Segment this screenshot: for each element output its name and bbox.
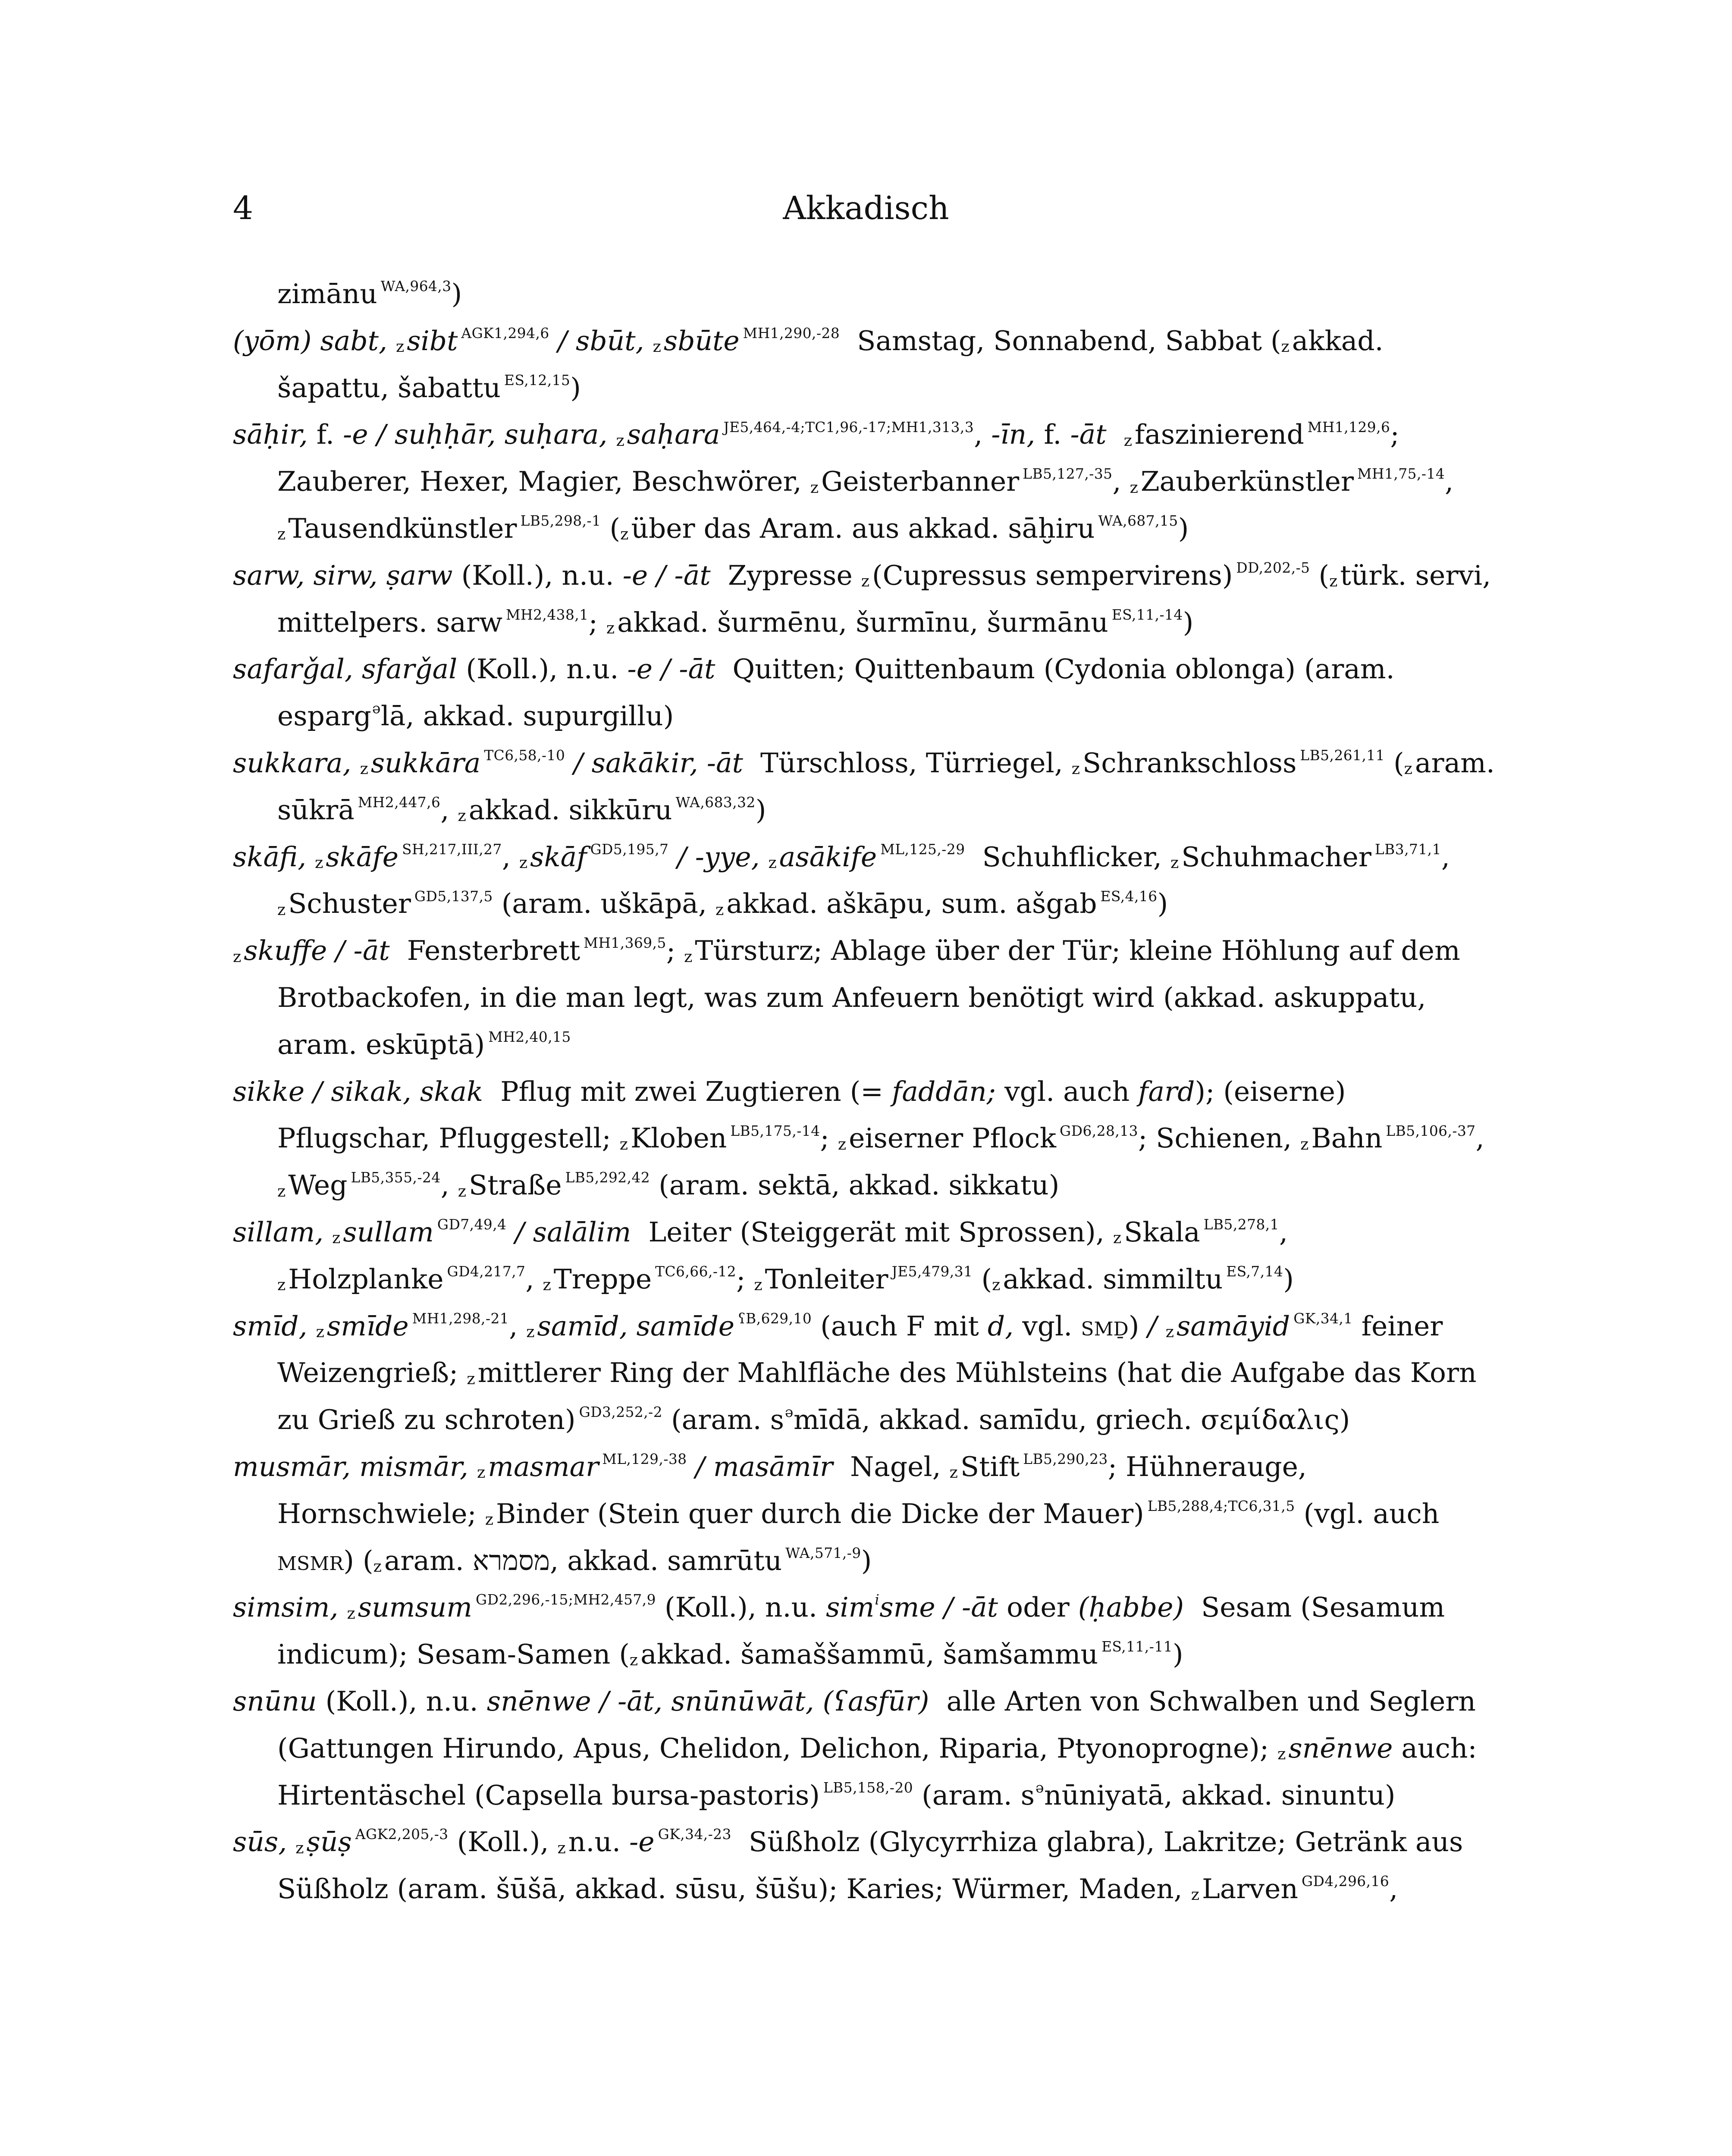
dictionary-entry: sāḥir, f. -e / suḥḥār, suḥara, $_z$saḥara $^{JE5,464,-4;TC1,96,-17;MH1,313,3}$, -īn, f. -āt $_z$faszinierend $^{MH1,129,6}$; Zauberer, Hexer, Magier, Beschwörer, $_z$Geisterbanner $^{LB5,127,-35}$, $_z$Zauberkünstler $^{MH1,75,-14}$, $_z$Tausendkünstler $^{LB5,298,-1}$ ($_züber$ das Aram. aus akkad. sāḫiru $^{WA,687,15}$) bbox=[233, 419, 1454, 544]
page-header bbox=[233, 190, 1499, 237]
dictionary-entry: sarw, sirw, ṣarw (Koll.), n.u. -e / -āt Zypresse $_z$(Cupressus sempervirens) $^{DD,202,-5}$ ($_ztürk$. servi, mittelpers. sarw $^{MH2,438,1}$; $_z$akkad. šurmēnu, šurmīnu, šurmānu $^{ES,11,-14}$) bbox=[233, 559, 1491, 638]
dictionary-entry: skāfi, $_z$skāfe $^{SH,217,III,27}$, $_z$skāf $^{GD5,195,7}$ / -yye, $_z$asākife $^{ML,125,-29}$ Schuhflicker, $_z$Schuhmacher $^{LB3,71,1}$, $_z$Schuster $^{GD5,137,5}$ (aram. uškāpā, $_z$akkad. aškāpu, sum. ašgab $^{ES,4,16}$) bbox=[233, 841, 1450, 920]
dictionary-entry: sukkara, $_z$sukkāra $^{TC6,58,-10}$ / sakākir, -āt Türschloss, Türriegel, $_z$Schrankschloss $^{LB5,261,11}$ ($_zaram$. sūkrā $^{MH2,447,6}$, $_z$akkad. sikkūru $^{WA,683,32}$) bbox=[233, 747, 1495, 826]
dictionary-entry: musmār, mismār, $_z$masmar $^{ML,129,-38}$ / masāmīr Nagel, $_z$Stift $^{LB5,290,23}$; Hühnerauge, Hornschwiele; $_z$Binder (Stein quer durch die Dicke der Mauer) $^{LB5,288,4;TC6,31,5}$ (vgl. auch msmr) ($_zaram$. מסמרא, akkad. samrūtu $^{WA,571,-9}$) bbox=[233, 1451, 1440, 1576]
dictionary-entry: (yōm) sabt, $_z$sibt $^{AGK1,294,6}$ / sbūt, $_z$sbūte $^{MH1,290,-28}$ Samstag, Sonnabend, Sabbat ($_zakkad$. šapattu, šabattu $^{ES,12,15}$) bbox=[233, 325, 1384, 404]
dictionary-entry: sillam, $_z$sullam $^{GD7,49,4}$ / salālim Leiter (Steiggerät mit Sprossen), $_z$Skala $^{LB5,278,1}$, $_z$Holzplanke $^{GD4,217,7}$, $_z$Treppe $^{TC6,66,-12}$; $_z$Tonleiter $^{JE5,479,31}$ ($_zakkad$. simmiltu $^{ES,7,14}$) bbox=[233, 1216, 1294, 1295]
dictionary-entry: $_z$skuffe / -āt Fensterbrett $^{MH1,369,5}$; $_z$Türsturz; Ablage über der Tür; kleine Höhlung auf dem Brotbackofen, in die man legt, was zum Anfeuern benötigt wird (akkad. askuppatu, aram. eskūptā) $^{MH2,40,15}$ bbox=[233, 935, 1460, 1060]
dictionary-entries bbox=[233, 271, 1499, 1913]
dictionary-entry: safarǧal, sfarǧal (Koll.), n.u. -e / -āt Quitten; Quittenbaum (Cydonia oblonga) (aram. esparg$^ə$lā, akkad. supurgillu) bbox=[233, 653, 1395, 732]
dictionary-entry: sūs, $_z$ṣūṣ $^{AGK2,205,-3}$ (Koll.), $_z$n.u. -e $^{GK,34,-23}$ Süßholz (Glycyrrhiza glabra), Lakritze; Getränk aus Süßholz (aram. šūšā, akkad. sūsu, šūšu); Karies; Würmer, Maden, $_z$Larven $^{GD4,296,16}$, bbox=[233, 1826, 1463, 1905]
page-number: 4 bbox=[233, 190, 254, 227]
entry-continuation: zimānu $^{WA,964,3}$) bbox=[277, 278, 462, 310]
dictionary-entry: snūnu (Koll.), n.u. snēnwe / -āt, snūnūwāt, (ʕasfūr) alle Arten von Schwalben und Seglern (Gattungen Hirundo, Apus, Chelidon, Delichon, Riparia, Ptyonoprogne); $_z$snēnwe auch: Hirtentäschel (Capsella bursa-pastoris) $^{LB5,158,-20}$ (aram. $s^ənūniyatā$, akkad. sinuntu) bbox=[233, 1685, 1477, 1811]
dictionary-entry: smīd, $_z$smīde $^{MH1,298,-21}$, $_z$samīd, samīde $^{ʕB,629,10}$ (auch F mit d, vgl. smḏ) / $_z$samāyid $^{GK,34,1}$ feiner Weizengrieß; $_z$mittlerer Ring der Mahlfläche des Mühlsteins (hat die Aufgabe das Korn zu Grieß zu schroten) $^{GD3,252,-2}$ (aram. $s^əmīdā$, akkad. samīdu, griech. σεμίδαλις) bbox=[233, 1310, 1477, 1436]
dictionary-entry: sikke / sikak, skak Pflug mit zwei Zugtieren (= faddān; vgl. auch fard); (eiserne) Pflugschar, Pfluggestell; $_z$Kloben $^{LB5,175,-14}$; $_z$eiserner Pflock $^{GD6,28,13}$; Schienen, $_z$Bahn $^{LB5,106,-37}$, $_z$Weg $^{LB5,355,-24}$, $_z$Straße $^{LB5,292,42}$ (aram. sektā, akkad. sikkatu) bbox=[233, 1075, 1484, 1201]
running-title: Akkadisch bbox=[783, 190, 949, 227]
dictionary-entry: simsim, $_z$sumsum $^{GD2,296,-15;MH2,457,9}$ (Koll.), n.u. sim$^i$sme / -āt oder (ḥabbe) Sesam (Sesamum indicum); Sesam-Samen ($_zakkad$. šamaššammū, šamšammu $^{ES,11,-11}$) bbox=[233, 1592, 1445, 1670]
